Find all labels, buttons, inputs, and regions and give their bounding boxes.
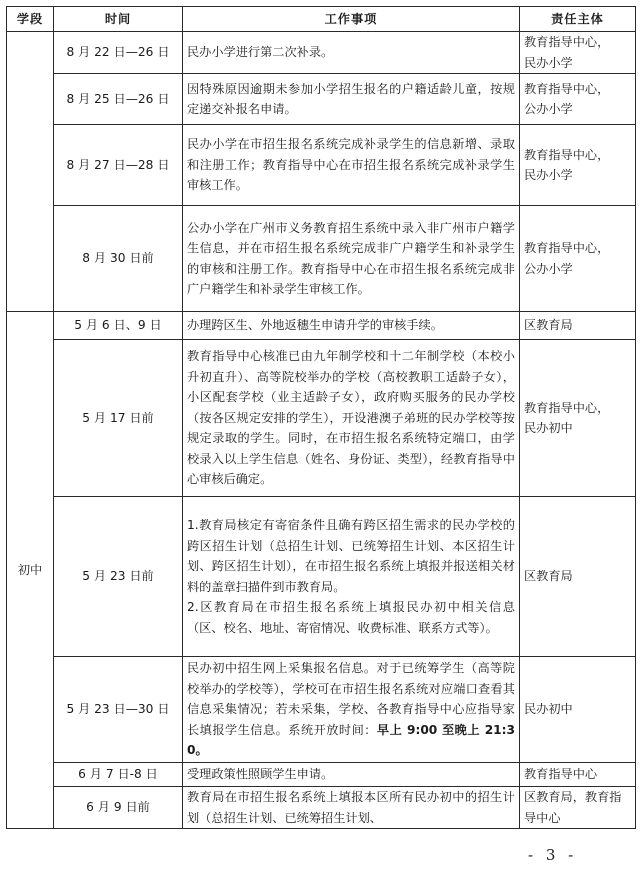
table-row [7,340,636,497]
table-row [7,125,636,206]
owner-cell [520,657,636,763]
time-cell: 5 月 23 日—30 日 [54,657,183,763]
matter-cell: 民办小学进行第二次补录。 [183,32,520,74]
owner-line: 民办初中 [524,421,573,435]
owner-line: 区教育局 [524,569,573,584]
time-cell: 8 月 30 日前 [54,206,183,312]
matter-item: 1.教育局核定有寄宿条件且确有跨区招生需求的民办学校的跨区招生计划（总招生计划、已统筹招生计划、本区招生计划、跨区招生计划），在市招生报名系统上填报并报送相关材料的盖章扫描件到市教育局。 [187,518,515,594]
matter-cell: 民办小学在市招生报名系统完成补录学生的信息新增、录取和注册工作；教育指导中心在市招生报名系统完成补录学生审核工作。 [183,125,520,206]
enrollment-schedule-table [6,6,636,829]
owner-line: 区教育局 [524,318,573,333]
matter-cell [183,497,520,657]
table-row [7,497,636,657]
table-row [7,657,636,763]
document-page [6,6,635,829]
table-header-row [7,7,636,32]
open-hours-text: 早上 9:00 至晚上 21:30。 [187,722,516,758]
time-cell: 8 月 25 日—26 日 [54,74,183,125]
owner-line: 区教育局，教育指 [524,790,622,804]
table-row [7,787,636,829]
table-row [7,32,636,74]
time-cell: 6 月 7 日-8 日 [54,763,183,787]
matter-cell: 因特殊原因逾期未参加小学招生报名的户籍适龄儿童，按规定递交补报名申请。 [183,74,520,125]
owner-cell [520,312,636,340]
owner-cell [520,32,636,74]
matter-cell: 公办小学在广州市义务教育招生系统中录入非广州市户籍学生信息，并在市招生报名系统完成非广户籍学生和补录学生的审核和注册工作。教育指导中心在市招生报名系统完成非广户籍学生和补录学生审核工作。 [183,206,520,312]
owner-line: 公办小学 [524,261,573,276]
matter-cell: 办理跨区生、外地返穗生申请升学的审核手续。 [183,312,520,340]
table-row [7,312,636,340]
owner-line: 公办小学 [524,102,573,116]
header-matter: 工作事项 [183,7,520,32]
owner-line: 教育指导中心， [524,147,610,162]
owner-line: 教育指导中心 [524,767,598,782]
time-cell: 8 月 22 日—26 日 [54,32,183,74]
matter-item: 2.区教育局在市招生报名系统上填报民办初中相关信息（区、校名、地址、寄宿情况、收费标准、联系方式等）。 [187,600,515,635]
header-time: 时间 [54,7,183,32]
owner-cell [520,206,636,312]
owner-line: 民办小学 [524,55,573,70]
owner-line: 导中心 [524,810,561,825]
stage-cell: 初中 [7,312,54,829]
time-cell: 5 月 23 日前 [54,497,183,657]
owner-line: 民办小学 [524,168,573,182]
header-owner: 责任主体 [520,7,636,32]
owner-cell [520,74,636,125]
header-stage: 学段 [7,7,54,32]
page-number: - 3 - [528,846,578,864]
matter-cell [183,657,520,763]
time-cell: 5 月 17 日前 [54,340,183,497]
table-row [7,74,636,125]
owner-line: 教育指导中心， [524,241,610,255]
stage-cell [7,32,54,312]
time-cell: 8 月 27 日—28 日 [54,125,183,206]
owner-cell [520,787,636,829]
table-row [7,763,636,787]
owner-cell [520,497,636,657]
owner-line: 教育指导中心， [524,400,610,415]
time-cell: 5 月 6 日、9 日 [54,312,183,340]
time-cell: 6 月 9 日前 [54,787,183,829]
owner-line: 民办初中 [524,702,573,717]
owner-cell [520,125,636,206]
owner-cell [520,763,636,787]
owner-line: 教育指导中心， [524,81,610,96]
matter-cell: 教育局在市招生报名系统上填报本区所有民办初中的招生计划（总招生计划、已统筹招生计划、 [183,787,520,829]
table-row [7,206,636,312]
matter-cell: 教育指导中心核准已由九年制学校和十二年制学校（本校小升初直升）、高等院校举办的学校（高校教职工适龄子女），小区配套学校（业主适龄子女），政府购买服务的民办学校（按各区规定安排的学生），开设港澳子弟班的民办学校等按规定录取的学生。同时，在市招生报名系统特定端口，由学校录入以上学生信息（姓名、身份证、类型），经教育指导中心审核后确定。 [183,340,520,497]
owner-line: 教育指导中心， [524,35,610,49]
matter-text: 民办初中招生网上采集报名信息。对于已统筹学生（高等院校举办的学校等），学校可在市招生报名系统对应端口查看其信息采集情况；若未采集，学校、各教育指导中心应指导家长填报学生信息。系统开放时间： [187,661,515,737]
matter-cell: 受理政策性照顾学生申请。 [183,763,520,787]
owner-cell [520,340,636,497]
